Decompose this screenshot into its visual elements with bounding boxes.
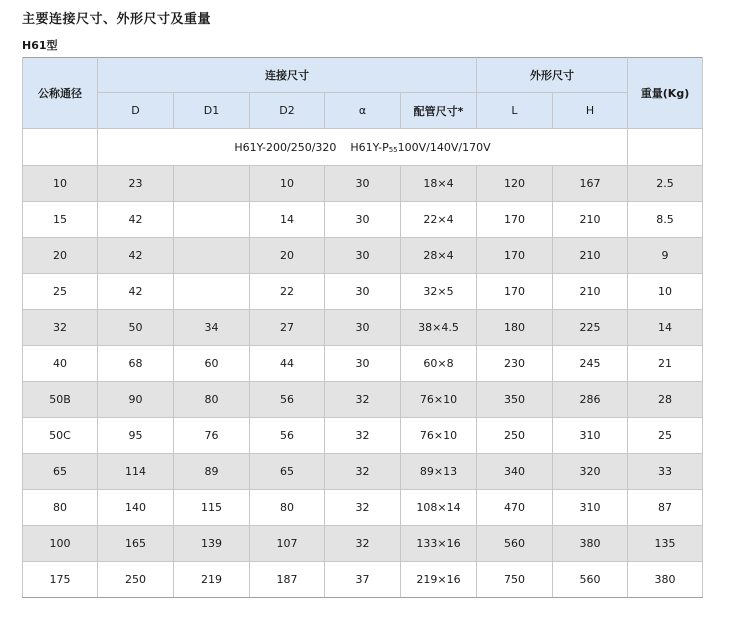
cell-weight: 21 <box>628 346 703 382</box>
table-header <box>23 58 703 129</box>
table-row <box>23 346 703 382</box>
cell-d: 140 <box>98 490 174 526</box>
cell-l: 750 <box>477 562 553 598</box>
cell-h: 560 <box>553 562 628 598</box>
cell-l: 340 <box>477 454 553 490</box>
cell-d1: 34 <box>174 310 250 346</box>
cell-d: 114 <box>98 454 174 490</box>
cell-h: 245 <box>553 346 628 382</box>
cell-d: 42 <box>98 274 174 310</box>
table-row <box>23 490 703 526</box>
cell-d: 42 <box>98 238 174 274</box>
table-row <box>23 310 703 346</box>
cell-l: 230 <box>477 346 553 382</box>
cell-d: 50 <box>98 310 174 346</box>
model-row-blank <box>23 129 98 166</box>
cell-d2: 10 <box>250 166 325 202</box>
cell-nominal: 80 <box>23 490 98 526</box>
cell-l: 170 <box>477 238 553 274</box>
cell-l: 120 <box>477 166 553 202</box>
cell-weight: 380 <box>628 562 703 598</box>
cell-pipe-size: 22×4 <box>401 202 477 238</box>
cell-weight: 10 <box>628 274 703 310</box>
cell-d: 90 <box>98 382 174 418</box>
cell-l: 180 <box>477 310 553 346</box>
cell-nominal: 65 <box>23 454 98 490</box>
cell-alpha: 32 <box>325 526 401 562</box>
cell-h: 286 <box>553 382 628 418</box>
cell-nominal: 32 <box>23 310 98 346</box>
cell-weight: 25 <box>628 418 703 454</box>
cell-weight: 33 <box>628 454 703 490</box>
header-nominal: 公称通径 <box>23 58 98 129</box>
cell-d1 <box>174 274 250 310</box>
cell-d1 <box>174 202 250 238</box>
model-cell <box>98 129 628 166</box>
table-row <box>23 382 703 418</box>
header-d1: D1 <box>174 93 250 129</box>
header-outer-group: 外形尺寸 <box>477 58 628 93</box>
cell-d1: 80 <box>174 382 250 418</box>
model-text-suffix: 100V/140V/170V <box>397 140 491 154</box>
header-d2: D2 <box>250 93 325 129</box>
cell-d: 250 <box>98 562 174 598</box>
cell-l: 170 <box>477 202 553 238</box>
cell-pipe-size: 133×16 <box>401 526 477 562</box>
cell-l: 350 <box>477 382 553 418</box>
table-row <box>23 526 703 562</box>
cell-alpha: 32 <box>325 454 401 490</box>
cell-alpha: 32 <box>325 418 401 454</box>
cell-l: 170 <box>477 274 553 310</box>
cell-l: 560 <box>477 526 553 562</box>
cell-d2: 56 <box>250 418 325 454</box>
cell-alpha: 30 <box>325 274 401 310</box>
cell-d1: 60 <box>174 346 250 382</box>
cell-h: 225 <box>553 310 628 346</box>
cell-pipe-size: 89×13 <box>401 454 477 490</box>
cell-h: 380 <box>553 526 628 562</box>
cell-nominal: 10 <box>23 166 98 202</box>
cell-weight: 28 <box>628 382 703 418</box>
cell-d2: 44 <box>250 346 325 382</box>
header-l: L <box>477 93 553 129</box>
model-subscript: 55 <box>388 145 398 154</box>
model-text: H61Y-200/250/320 H61Y-P <box>234 140 389 154</box>
cell-h: 210 <box>553 274 628 310</box>
cell-h: 310 <box>553 490 628 526</box>
cell-pipe-size: 32×5 <box>401 274 477 310</box>
cell-d: 68 <box>98 346 174 382</box>
cell-nominal: 15 <box>23 202 98 238</box>
cell-weight: 87 <box>628 490 703 526</box>
cell-d: 23 <box>98 166 174 202</box>
cell-weight: 14 <box>628 310 703 346</box>
cell-d2: 187 <box>250 562 325 598</box>
cell-nominal: 20 <box>23 238 98 274</box>
model-row-blank <box>628 129 703 166</box>
cell-pipe-size: 219×16 <box>401 562 477 598</box>
cell-alpha: 30 <box>325 238 401 274</box>
cell-d2: 14 <box>250 202 325 238</box>
cell-d2: 65 <box>250 454 325 490</box>
header-h: H <box>553 93 628 129</box>
spec-table <box>22 57 703 598</box>
header-alpha: α <box>325 93 401 129</box>
model-subtitle: H61型 <box>22 39 58 52</box>
table-row <box>23 202 703 238</box>
table-row <box>23 562 703 598</box>
table-row <box>23 454 703 490</box>
cell-d2: 56 <box>250 382 325 418</box>
cell-d2: 107 <box>250 526 325 562</box>
cell-nominal: 50C <box>23 418 98 454</box>
cell-pipe-size: 76×10 <box>401 382 477 418</box>
cell-alpha: 30 <box>325 166 401 202</box>
cell-nominal: 50B <box>23 382 98 418</box>
cell-alpha: 30 <box>325 310 401 346</box>
cell-nominal: 100 <box>23 526 98 562</box>
cell-weight: 8.5 <box>628 202 703 238</box>
cell-h: 320 <box>553 454 628 490</box>
cell-d1: 219 <box>174 562 250 598</box>
cell-alpha: 37 <box>325 562 401 598</box>
cell-nominal: 40 <box>23 346 98 382</box>
page-title: 主要连接尺寸、外形尺寸及重量 <box>22 12 212 27</box>
model-row <box>23 129 703 166</box>
cell-weight: 2.5 <box>628 166 703 202</box>
cell-pipe-size: 38×4.5 <box>401 310 477 346</box>
cell-h: 210 <box>553 202 628 238</box>
cell-nominal: 175 <box>23 562 98 598</box>
cell-pipe-size: 18×4 <box>401 166 477 202</box>
cell-pipe-size: 60×8 <box>401 346 477 382</box>
cell-d: 42 <box>98 202 174 238</box>
cell-d1: 115 <box>174 490 250 526</box>
cell-d1: 89 <box>174 454 250 490</box>
cell-d1 <box>174 166 250 202</box>
cell-d: 165 <box>98 526 174 562</box>
cell-alpha: 30 <box>325 202 401 238</box>
cell-nominal: 25 <box>23 274 98 310</box>
cell-weight: 9 <box>628 238 703 274</box>
cell-l: 250 <box>477 418 553 454</box>
table-row <box>23 238 703 274</box>
table-row <box>23 166 703 202</box>
cell-pipe-size: 28×4 <box>401 238 477 274</box>
cell-d2: 80 <box>250 490 325 526</box>
cell-h: 310 <box>553 418 628 454</box>
cell-pipe-size: 108×14 <box>401 490 477 526</box>
cell-h: 210 <box>553 238 628 274</box>
cell-pipe-size: 76×10 <box>401 418 477 454</box>
table-row <box>23 418 703 454</box>
cell-l: 470 <box>477 490 553 526</box>
cell-d: 95 <box>98 418 174 454</box>
header-connection-group: 连接尺寸 <box>98 58 477 93</box>
cell-alpha: 30 <box>325 346 401 382</box>
cell-d1 <box>174 238 250 274</box>
cell-d2: 27 <box>250 310 325 346</box>
header-d: D <box>98 93 174 129</box>
header-weight: 重量(Kg) <box>628 58 703 129</box>
cell-weight: 135 <box>628 526 703 562</box>
cell-d2: 20 <box>250 238 325 274</box>
cell-alpha: 32 <box>325 382 401 418</box>
table-row <box>23 274 703 310</box>
table-body <box>23 129 703 598</box>
cell-d1: 139 <box>174 526 250 562</box>
header-pipe-size: 配管尺寸* <box>401 93 477 129</box>
cell-h: 167 <box>553 166 628 202</box>
cell-d1: 76 <box>174 418 250 454</box>
cell-alpha: 32 <box>325 490 401 526</box>
cell-d2: 22 <box>250 274 325 310</box>
